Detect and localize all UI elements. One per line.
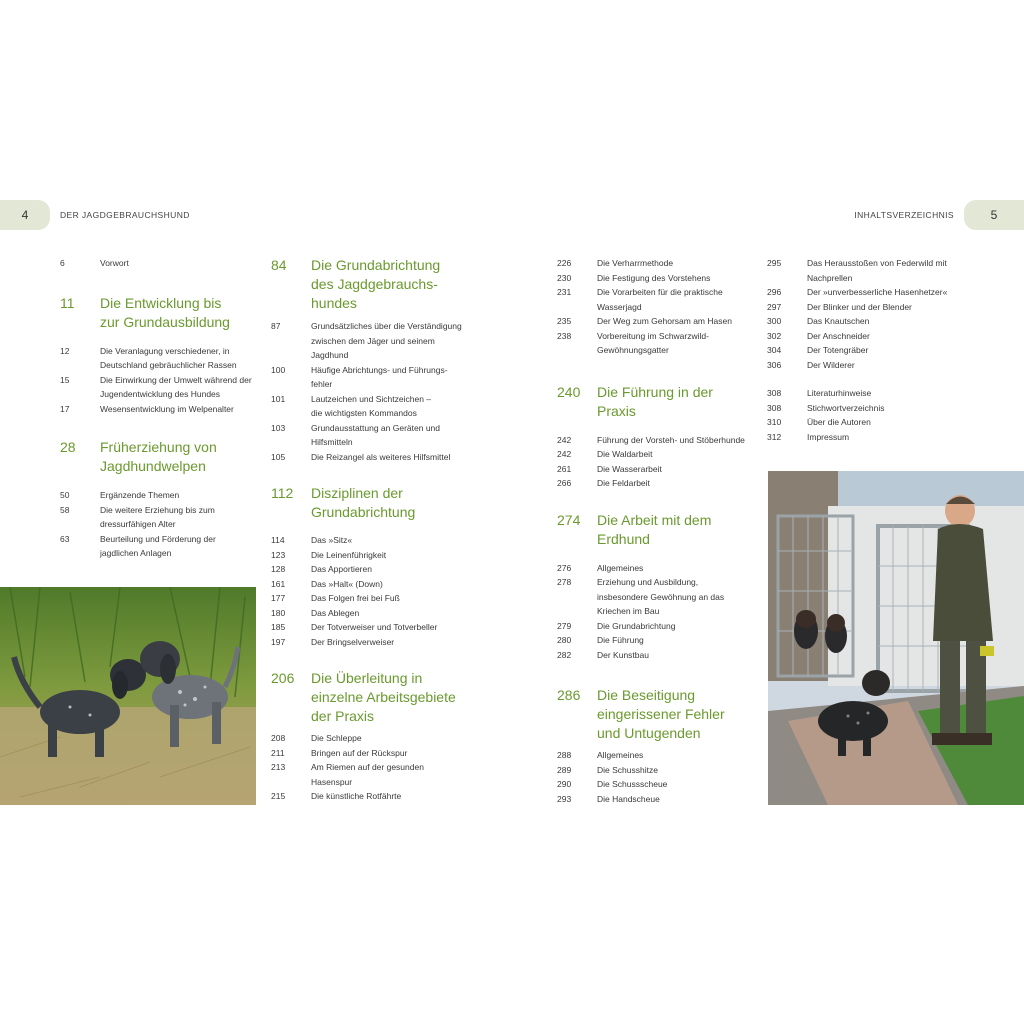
entry-title: Die Schussscheue xyxy=(597,779,668,789)
entry-title: Der Anschneider xyxy=(807,330,870,341)
puppies-photo xyxy=(0,587,256,805)
toc-entry xyxy=(60,532,260,561)
toc-entry xyxy=(271,421,471,450)
page-ref: 302 xyxy=(767,330,782,341)
entry-title: Die Veranlagung verschiedener, in Deutschland gebräuchlicher Rassen xyxy=(100,345,237,370)
toc-entry xyxy=(271,392,471,421)
entry-title: Die Waldarbeit xyxy=(597,449,653,459)
entry-title: Der Kunstbau xyxy=(597,649,649,660)
toc-entry xyxy=(557,285,757,314)
page-ref: 296 xyxy=(767,287,782,297)
toc-entry xyxy=(557,777,757,792)
page-ref: 128 xyxy=(271,564,286,574)
page-ref: 100 xyxy=(271,364,286,375)
chapter-heading xyxy=(271,484,471,522)
chapter-title: Die Grundabrichtung des Jagdgebrauchs-hundes xyxy=(311,257,441,311)
toc-entry xyxy=(60,373,260,402)
toc-column-1 xyxy=(60,256,260,561)
entry-title: Die Festigung des Vorstehens xyxy=(597,272,711,283)
page-ref: 123 xyxy=(271,549,286,560)
toc-entry xyxy=(767,401,967,416)
chapter-title: Disziplinen der Grundabrichtung xyxy=(311,485,416,520)
chapter-page: 240 xyxy=(557,383,581,400)
entry-title: Stichwortverzeichnis xyxy=(807,402,885,413)
toc-entry xyxy=(271,577,471,592)
toc-entry xyxy=(557,256,757,271)
page-ref: 197 xyxy=(271,636,286,647)
page-ref: 101 xyxy=(271,393,286,404)
entry-title: Bringen auf der Rückspur xyxy=(311,747,408,758)
entry-title: Lautzeichen und Sichtzeichen – die wichtigsten Kommandos xyxy=(311,393,432,418)
toc-entry xyxy=(557,575,757,619)
toc-entry xyxy=(271,533,471,548)
page-ref: 185 xyxy=(271,622,286,632)
left-page-number-text: 4 xyxy=(21,208,29,222)
page-ref: 282 xyxy=(557,649,572,660)
toc-entry xyxy=(271,562,471,577)
chapter-title: Die Beseitigung eingerissener Fehler und Untugenden xyxy=(597,687,725,741)
page-ref: 63 xyxy=(60,533,70,544)
toc-entry xyxy=(271,760,471,789)
toc-entry xyxy=(767,300,967,315)
entry-title: Über die Autoren xyxy=(807,417,871,427)
toc-entry xyxy=(557,633,757,648)
page-ref: 238 xyxy=(557,330,572,341)
page-ref: 15 xyxy=(60,374,70,385)
entry-title: Die Einwirkung der Umwelt während der Jugendentwicklung des Hundes xyxy=(100,374,252,399)
chapter-heading xyxy=(557,383,757,421)
entry-title: Die weitere Erziehung bis zum dressurfähigen Alter xyxy=(100,504,215,529)
toc-entry xyxy=(557,748,757,763)
toc-entry xyxy=(271,363,471,392)
toc-entry xyxy=(271,319,471,363)
entry-title: Die Wasserarbeit xyxy=(597,463,662,474)
page-ref: 103 xyxy=(271,422,286,433)
page-ref: 215 xyxy=(271,791,286,801)
entry-title: Die Feldarbeit xyxy=(597,478,650,488)
page-ref: 208 xyxy=(271,733,286,743)
entry-title: Ergänzende Themen xyxy=(100,490,180,500)
chapter-page: 206 xyxy=(271,670,295,686)
toc-entry xyxy=(557,763,757,778)
entry-title: Vorbereitung im Schwarzwild-Gewöhnungsgatter xyxy=(597,330,709,355)
chapter-title: Die Überleitung in einzelne Arbeitsgebiete der Praxis xyxy=(311,670,456,724)
entry-title: Der Totengräber xyxy=(807,345,869,355)
toc-entry xyxy=(60,256,260,271)
entry-title: Erziehung und Ausbildung, insbesondere Gewöhnung an das Kriechen im Bau xyxy=(597,577,725,616)
chapter-page: 112 xyxy=(271,485,294,501)
chapter-heading xyxy=(60,438,260,476)
entry-title: Das Ablegen xyxy=(311,607,360,618)
entry-title: Die künstliche Rotfährte xyxy=(311,791,402,801)
entry-title: Die Handscheue xyxy=(597,793,660,804)
page-ref: 213 xyxy=(271,762,286,772)
entry-title: Wesensentwicklung im Welpenalter xyxy=(100,403,234,414)
toc-column-4 xyxy=(767,256,967,444)
toc-entry xyxy=(767,430,967,445)
entry-title: Das »Sitz« xyxy=(311,535,353,545)
toc-entry xyxy=(557,433,757,448)
toc-entry xyxy=(767,329,967,344)
page-ref: 266 xyxy=(557,478,572,488)
page-ref: 58 xyxy=(60,504,70,515)
chapter-heading xyxy=(271,256,471,313)
entry-title: Der »unverbesserliche Hasenhetzer« xyxy=(807,287,948,297)
toc-entry xyxy=(60,503,260,532)
entry-title: Häufige Abrichtungs- und Führungs-fehler xyxy=(311,364,448,389)
toc-entry xyxy=(557,648,757,663)
toc-entry xyxy=(271,789,471,804)
toc-entry xyxy=(557,447,757,462)
page-ref: 293 xyxy=(557,793,572,804)
entry-title: Die Reizangel als weiteres Hilfsmittel xyxy=(311,451,451,462)
toc-entry xyxy=(767,314,967,329)
entry-title: Beurteilung und Förderung der jagdlichen Anlagen xyxy=(100,533,216,558)
left-running-title: DER JAGDGEBRAUCHSHUND xyxy=(60,210,190,220)
entry-title: Literaturhinweise xyxy=(807,388,872,398)
page-ref: 310 xyxy=(767,417,782,427)
entry-title: Der Wilderer xyxy=(807,359,855,370)
toc-entry xyxy=(557,271,757,286)
toc-entry xyxy=(767,358,967,373)
toc-entry xyxy=(557,329,757,358)
page-ref: 308 xyxy=(767,388,782,398)
entry-title: Der Blinker und der Blender xyxy=(807,301,912,312)
entry-title: Allgemeines xyxy=(597,562,644,573)
page-ref: 226 xyxy=(557,258,572,268)
toc-entry xyxy=(271,591,471,606)
page-ref: 261 xyxy=(557,463,572,474)
page-ref: 276 xyxy=(557,562,572,573)
handler-dogs-photo xyxy=(768,471,1024,805)
page-ref: 211 xyxy=(271,747,285,758)
page-ref: 230 xyxy=(557,272,572,283)
handler-illustration xyxy=(768,471,1024,805)
page-ref: 235 xyxy=(557,316,572,326)
toc-entry xyxy=(767,415,967,430)
entry-title: Das Folgen frei bei Fuß xyxy=(311,593,400,603)
page-ref: 300 xyxy=(767,316,782,326)
toc-entry xyxy=(557,476,757,491)
page-ref: 17 xyxy=(60,403,70,414)
toc-entry xyxy=(767,256,967,285)
chapter-title: Die Führung in der Praxis xyxy=(597,383,713,419)
entry-title: Das Knautschen xyxy=(807,316,870,326)
page-ref: 12 xyxy=(60,345,70,356)
entry-title: Das Herausstoßen von Federwild mit Nachprellen xyxy=(807,258,947,283)
right-running-title: INHALTSVERZEICHNIS xyxy=(854,210,954,220)
page-ref: 308 xyxy=(767,402,782,413)
entry-title: Die Schleppe xyxy=(311,733,362,743)
entry-title: Am Riemen auf der gesunden Hasenspur xyxy=(311,762,424,787)
right-page-number xyxy=(964,200,1024,230)
entry-title: Das »Halt« (Down) xyxy=(311,578,383,589)
chapter-page: 274 xyxy=(557,511,581,528)
entry-title: Der Weg zum Gehorsam am Hasen xyxy=(597,316,732,326)
entry-title: Vorwort xyxy=(100,258,129,268)
page-ref: 242 xyxy=(557,449,572,459)
toc-entry xyxy=(767,386,967,401)
entry-title: Die Führung xyxy=(597,635,644,645)
entry-title: Die Vorarbeiten für die praktische Wasserjagd xyxy=(597,287,723,312)
chapter-title: Früherziehung von Jagdhundwelpen xyxy=(100,439,217,474)
page-ref: 278 xyxy=(557,577,572,587)
page-ref: 295 xyxy=(767,258,782,268)
page-ref: 105 xyxy=(271,451,286,462)
page-ref: 304 xyxy=(767,345,782,355)
toc-entry xyxy=(271,548,471,563)
page-ref: 6 xyxy=(60,258,65,268)
chapter-title: Die Arbeit mit dem Erdhund xyxy=(597,511,712,547)
left-page-number xyxy=(0,200,50,230)
toc-entry xyxy=(271,450,471,465)
toc-entry xyxy=(557,462,757,477)
entry-title: Grundsätzliches über die Verständigung zwischen dem Jäger und seinem Jagdhund xyxy=(311,321,462,360)
chapter-page: 84 xyxy=(271,257,287,273)
toc-entry xyxy=(767,285,967,300)
entry-title: Der Totverweiser und Totverbeller xyxy=(311,622,438,632)
entry-title: Die Schusshitze xyxy=(597,764,658,775)
toc-column-3 xyxy=(557,256,757,806)
toc-entry xyxy=(271,620,471,635)
entry-title: Grundausstattung an Geräten und Hilfsmitteln xyxy=(311,422,441,447)
page-ref: 177 xyxy=(271,593,286,603)
entry-title: Allgemeines xyxy=(597,750,644,760)
page-ref: 297 xyxy=(767,301,782,312)
page-ref: 312 xyxy=(767,431,782,442)
page-ref: 306 xyxy=(767,359,782,370)
page-ref: 280 xyxy=(557,635,572,645)
chapter-heading xyxy=(60,294,260,332)
chapter-heading xyxy=(557,686,757,743)
page-ref: 161 xyxy=(271,578,286,589)
right-page-number-text: 5 xyxy=(990,208,998,222)
chapter-heading xyxy=(557,511,757,549)
toc-entry xyxy=(557,314,757,329)
toc-entry xyxy=(767,343,967,358)
entry-title: Führung der Vorsteh- und Stöberhunde xyxy=(597,434,745,445)
toc-entry xyxy=(271,606,471,621)
toc-entry xyxy=(271,731,471,746)
page-ref: 289 xyxy=(557,764,572,775)
toc-column-2 xyxy=(271,256,471,804)
toc-entry xyxy=(60,344,260,373)
chapter-page: 286 xyxy=(557,687,581,703)
page-ref: 288 xyxy=(557,750,572,760)
page-ref: 231 xyxy=(557,287,572,297)
toc-entry xyxy=(557,561,757,576)
entry-title: Die Leinenführigkeit xyxy=(311,549,387,560)
entry-title: Der Bringselverweiser xyxy=(311,636,395,647)
page-ref: 242 xyxy=(557,434,572,445)
toc-entry xyxy=(271,746,471,761)
chapter-page: 28 xyxy=(60,439,76,455)
page-ref: 279 xyxy=(557,620,572,631)
toc-entry xyxy=(60,402,260,417)
page-ref: 114 xyxy=(271,535,285,545)
page-ref: 87 xyxy=(271,321,281,331)
toc-entry xyxy=(557,792,757,807)
entry-title: Die Verharrmethode xyxy=(597,258,674,268)
entry-title: Impressum xyxy=(807,431,850,442)
page-ref: 290 xyxy=(557,779,572,789)
entry-title: Das Apportieren xyxy=(311,564,372,574)
page-ref: 180 xyxy=(271,607,286,618)
chapter-title: Die Entwicklung bis zur Grundausbildung xyxy=(100,294,230,330)
toc-entry xyxy=(557,619,757,634)
entry-title: Die Grundabrichtung xyxy=(597,620,676,631)
chapter-page: 11 xyxy=(60,294,75,311)
toc-entry xyxy=(60,488,260,503)
puppies-illustration xyxy=(0,587,256,805)
toc-entry xyxy=(271,635,471,650)
chapter-heading xyxy=(271,669,471,726)
page-ref: 50 xyxy=(60,490,70,500)
